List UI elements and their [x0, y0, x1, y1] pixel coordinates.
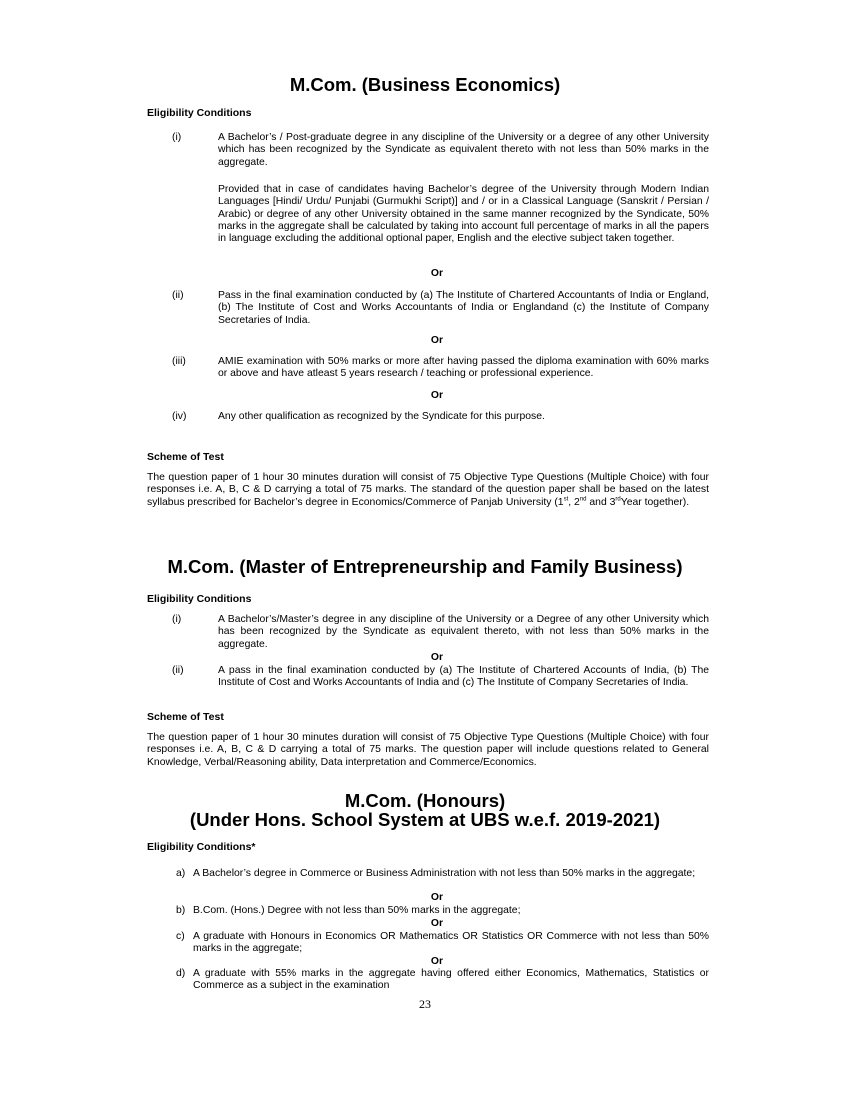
eligibility-heading: Eligibility Conditions* — [147, 841, 256, 853]
item-text: A graduate with 55% marks in the aggregate having offered either Economics, Mathematics, Statistics or Commerce as a subject in the examination — [193, 968, 709, 992]
item-letter: d) — [176, 968, 186, 979]
or-separator: Or — [430, 390, 444, 401]
scheme-text-cont: 2 — [574, 496, 580, 508]
or-separator: Or — [430, 918, 444, 929]
item-text: A Bachelor’s / Post-graduate degree in any discipline of the University or a degree of any other University which has been recognized by the Syndicate as equivalent thereto with not less than 50% marks in the aggregate. — [218, 132, 709, 168]
item-text: A Bachelor’s/Master’s degree in any discipline of the University or a Degree of any other University which has been recognized by the Syndicate as equivalent thereto, with not less than 50% marks in the aggregate. — [218, 614, 709, 650]
item-text: B.Com. (Hons.) Degree with not less than 50% marks in the aggregate; — [193, 905, 521, 916]
page-number: 23 — [419, 997, 431, 1011]
eligibility-heading: Eligibility Conditions — [147, 107, 252, 119]
or-separator: Or — [430, 892, 444, 903]
proviso-text: Provided that in case of candidates having Bachelor’s degree of the University through Modern Indian Languages [Hindi/ Urdu/ Punjabi (Gurmukhi Script)] and / or in a Classical Language (Sanskrit / Persian / Arabic) or degree of any other University obtained in the same manner recognized by the Syndicate, 50% marks in the aggregate shall be calculated by taking into account full percentage of marks in all the papers in language excluding the additional optional paper, English and the elective subject taken together. — [218, 184, 709, 245]
superscript: st — [563, 496, 569, 503]
scheme-text-cont: , — [568, 496, 572, 508]
superscript: rd — [615, 496, 621, 503]
item-text: A pass in the final examination conducted by (a) The Institute of Chartered Accounts of India, (b) The Institute of Cost and Works Accountants of India and (c) The Institute of Company Secretaries of India. — [218, 665, 709, 689]
item-letter: c) — [176, 931, 185, 942]
or-separator: Or — [430, 652, 444, 663]
item-letter: a) — [176, 868, 186, 879]
item-number: (iv) — [172, 411, 187, 422]
item-number: (i) — [172, 614, 182, 625]
or-separator: Or — [430, 956, 444, 967]
item-text: Any other qualification as recognized by the Syndicate for this purpose. — [218, 411, 545, 422]
section-title-entrepreneurship: M.Com. (Master of Entrepreneurship and Family Business) — [167, 556, 683, 577]
section-title-honours: M.Com. (Honours) — [344, 790, 506, 811]
section-subtitle-honours: (Under Hons. School System at UBS w.e.f. 2019-2021) — [189, 809, 661, 830]
scheme-text-cont: and 3 — [586, 496, 616, 508]
scheme-text: The question paper of 1 hour 30 minutes duration will consist of 75 Objective Type Questions (Multiple Choice) with four responses i.e. A, B, C & D carrying a total of 75 marks. The standard of the question paper shall be based on the latest syllabus prescribed for Bachelor’s degree in Economics/Commerce of Panjab University (1 — [147, 472, 709, 508]
scheme-heading: Scheme of Test — [147, 451, 224, 463]
or-separator: Or — [430, 335, 444, 346]
eligibility-heading: Eligibility Conditions — [147, 593, 252, 605]
item-number: (ii) — [172, 290, 184, 301]
item-number: (iii) — [172, 356, 186, 367]
scheme-paragraph — [147, 472, 709, 509]
item-number: (i) — [172, 132, 182, 143]
item-text: Pass in the final examination conducted by (a) The Institute of Chartered Accountants of India or England, (b) The Institute of Cost and Works Accountants of India or Englandand (c) the Institute of Company Secretaries of India. — [218, 290, 709, 326]
item-text: AMIE examination with 50% marks or more after having passed the diploma examination with 60% marks or above and have atleast 5 years research / teaching or professional experience. — [218, 356, 709, 380]
item-text: A graduate with Honours in Economics OR Mathematics OR Statistics OR Commerce with not less than 50% marks in the aggregate; — [193, 931, 709, 955]
scheme-heading: Scheme of Test — [147, 711, 224, 723]
superscript: nd — [579, 496, 587, 503]
section-title-business-economics: M.Com. (Business Economics) — [289, 74, 561, 95]
scheme-text-cont: Year together). — [620, 496, 690, 508]
item-text: A Bachelor’s degree in Commerce or Business Administration with not less than 50% marks in the aggregate; — [193, 868, 696, 879]
scheme-paragraph: The question paper of 1 hour 30 minutes duration will consist of 75 Objective Type Questions (Multiple Choice) with four responses i.e. A, B, C & D carrying a total of 75 marks. The question paper will include questions related to General Knowledge, Verbal/Reasoning ability, Data interpretation and Commerce/Economics. — [147, 732, 709, 768]
item-letter: b) — [176, 905, 186, 916]
item-number: (ii) — [172, 665, 184, 676]
or-separator: Or — [430, 268, 444, 279]
